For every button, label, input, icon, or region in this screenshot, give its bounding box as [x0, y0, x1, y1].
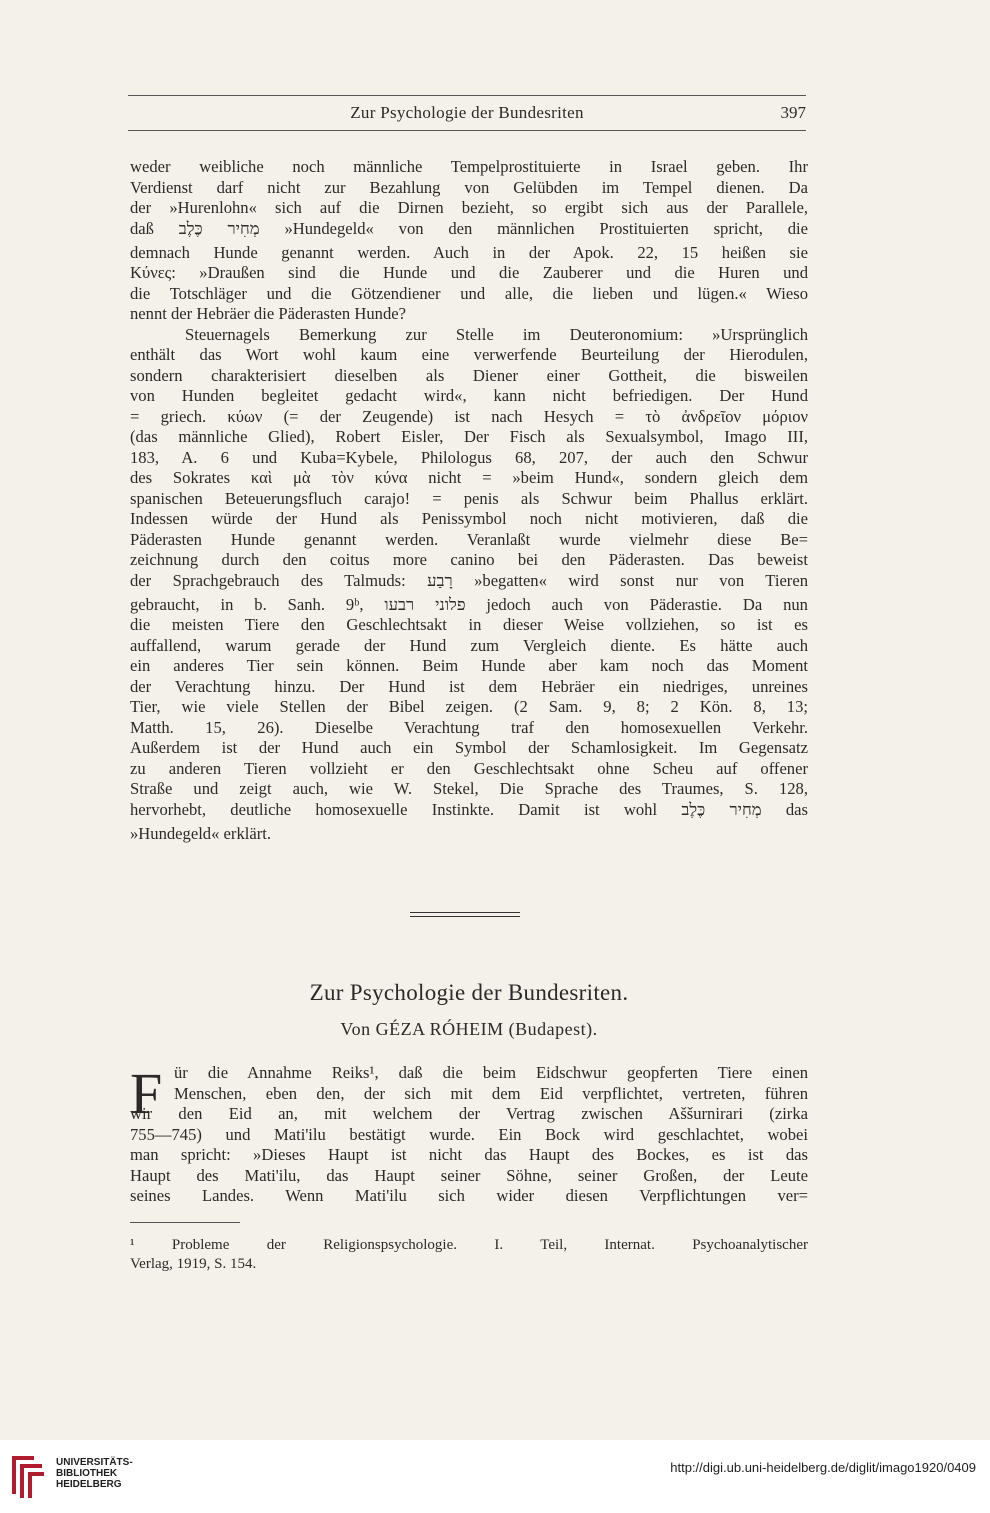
- text-line: nennt der Hebräer die Päderasten Hunde?: [130, 304, 406, 323]
- text-line: Tier, wie viele Stellen der Bibel zeigen. (2 Sam. 9, 8; 2 Kön. 8, 13;: [130, 697, 808, 716]
- text-line: Steuernagels Bemerkung zur Stelle im Deuteronomium: »Ursprünglich: [185, 324, 808, 344]
- text-line: weder weibliche noch männliche Tempelprostituierte in Israel geben. Ihr: [130, 157, 808, 176]
- text-line: der Verachtung hinzu. Der Hund ist dem Hebräer ein niedriges, unreines: [130, 676, 808, 696]
- running-head-title: Zur Psychologie der Bundesriten: [350, 103, 584, 122]
- text-line: des Sokrates καὶ μὰ τὸν κύνα nicht = »beim Hund«, sondern gleich dem: [130, 468, 808, 487]
- text-line: zeichnung durch den coitus more canino bei den Päderasten. Das beweist: [130, 550, 808, 569]
- footnote-rule: [130, 1222, 240, 1223]
- footnote-line: Verlag, 1919, S. 154.: [130, 1256, 257, 1272]
- footnote-line: ¹ Probleme der Religionspsychologie. I. Teil, Internat. Psychoanalytischer: [130, 1237, 808, 1253]
- text-line: enthält das Wort wohl kaum eine verwerfende Beurteilung der Hierodulen,: [130, 345, 808, 364]
- text-line: 183, A. 6 und Kuba=Kybele, Philologus 68, 207, der auch den Schwur: [130, 447, 808, 467]
- text-line: Indessen würde der Hund als Penissymbol noch nicht motivieren, daß die: [130, 509, 808, 528]
- text-line: (das männliche Glied), Robert Eisler, Der Fisch als Sexualsymbol, Imago III,: [130, 427, 808, 446]
- page-number: 397: [780, 103, 806, 122]
- ub-heidelberg-logo-icon: [8, 1452, 48, 1502]
- text-line: Außerdem ist der Hund auch ein Symbol der Schamlosigkeit. Im Gegensatz: [130, 738, 808, 757]
- text-line: von Hunden begleitet gedacht wird«, kann nicht befriedigen. Der Hund: [130, 386, 808, 405]
- text-line: Menschen, eben den, der sich mit dem Eid verpflichtet, vertreten, führen: [174, 1083, 808, 1103]
- text-line: 755—745) und Mati'ilu bestätigt wurde. Ein Bock wird geschlachtet, wobei: [130, 1124, 808, 1144]
- library-name-line: BIBLIOTHEK: [56, 1468, 118, 1479]
- library-name: [56, 1457, 133, 1490]
- text-line: Κύνες: »Draußen sind die Hunde und die Zauberer und die Huren und: [130, 263, 808, 282]
- footnote: [130, 1236, 808, 1274]
- text-line: demnach Hunde genannt werden. Auch in der Apok. 22, 15 heißen sie: [130, 242, 808, 262]
- header-rule-bottom: [128, 130, 806, 131]
- article-title: Zur Psychologie der Bundesriten.: [309, 980, 629, 1005]
- text-line: ein anderes Tier sein können. Beim Hunde aber kam noch das Moment: [130, 656, 808, 675]
- text-line: Haupt des Mati'ilu, das Haupt seiner Söhne, seiner Großen, der Leute: [130, 1165, 808, 1185]
- text-line: spanischen Beteuerungsfluch carajo! = penis als Schwur beim Phallus erklärt.: [130, 488, 808, 508]
- article-byline: Von GÉZA RÓHEIM (Budapest).: [340, 1019, 598, 1039]
- library-footer: [0, 1440, 990, 1513]
- text-line: wir den Eid an, mit welchem der Vertrag zwischen Aššurnirari (zirka: [130, 1104, 808, 1123]
- section-divider: [410, 912, 520, 920]
- running-head: [128, 103, 806, 127]
- text-line: gebraucht, in b. Sanh. 9ᵇ, פלוני רבעו jedoch auch von Päderastie. Da nun: [130, 594, 808, 614]
- header-rule-top: [128, 95, 806, 96]
- text-line: = griech. κύων (= der Zeugende) ist nach Hesych = τὸ ἀνδρεῖον μόριον: [130, 406, 808, 426]
- text-line: der »Hurenlohn« sich auf die Dirnen bezieht, so ergibt sich aus der Parallele,: [130, 198, 808, 217]
- text-line: daß מְחִיר כֶּלֶב »Hundegeld« von den männlichen Prostituierten spricht, die: [130, 218, 808, 238]
- library-name-line: HEIDELBERG: [56, 1479, 122, 1490]
- text-line: Verdienst darf nicht zur Bezahlung von Gelübden im Tempel dienen. Da: [130, 177, 808, 197]
- text-line: ür die Annahme Reiks¹, daß die beim Eidschwur geopferten Tiere einen: [174, 1063, 808, 1082]
- text-line: auffallend, warum gerade der Hund zum Vergleich diente. Es hätte auch: [130, 635, 808, 655]
- text-line: Straße und zeigt auch, wie W. Stekel, Die Sprache des Traumes, S. 128,: [130, 779, 808, 798]
- drop-cap: F: [130, 1061, 163, 1126]
- text-line: Matth. 15, 26). Dieselbe Verachtung traf den homosexuellen Verkehr.: [130, 717, 808, 737]
- paragraph-1: [130, 157, 808, 844]
- text-line: sondern charakterisiert dieselben als Diener einer Gottheit, die bisweilen: [130, 365, 808, 385]
- text-line: der Sprachgebrauch des Talmuds: רָבַע »begatten« wird sonst nur von Tieren: [130, 570, 808, 590]
- text-line: seines Landes. Wenn Mati'ilu sich wider diesen Verpflichtungen ver=: [130, 1186, 808, 1205]
- text-line: die Totschläger und die Götzendiener und alle, die lieben und lügen.« Wieso: [130, 283, 808, 303]
- source-url-link[interactable]: http://digi.ub.uni-heidelberg.de/diglit/imago1920/0409: [670, 1460, 976, 1475]
- library-name-line: UNIVERSITÄTS-: [56, 1457, 133, 1468]
- text-line: »Hundegeld« erklärt.: [130, 823, 271, 843]
- text-line: man spricht: »Dieses Haupt ist nicht das Haupt des Bockes, es ist das: [130, 1145, 808, 1164]
- text-line: Päderasten Hunde genannt werden. Veranlaßt wurde vielmehr diese Be=: [130, 529, 808, 549]
- paragraph-3: [130, 1063, 808, 1207]
- text-line: hervorhebt, deutliche homosexuelle Instinkte. Damit ist wohl מְחִיר כֶּלֶב das: [130, 799, 808, 819]
- text-line: zu anderen Tieren vollzieht er den Geschlechtsakt ohne Scheu auf offener: [130, 758, 808, 778]
- text-line: die meisten Tiere den Geschlechtsakt in dieser Weise vollziehen, so ist es: [130, 615, 808, 634]
